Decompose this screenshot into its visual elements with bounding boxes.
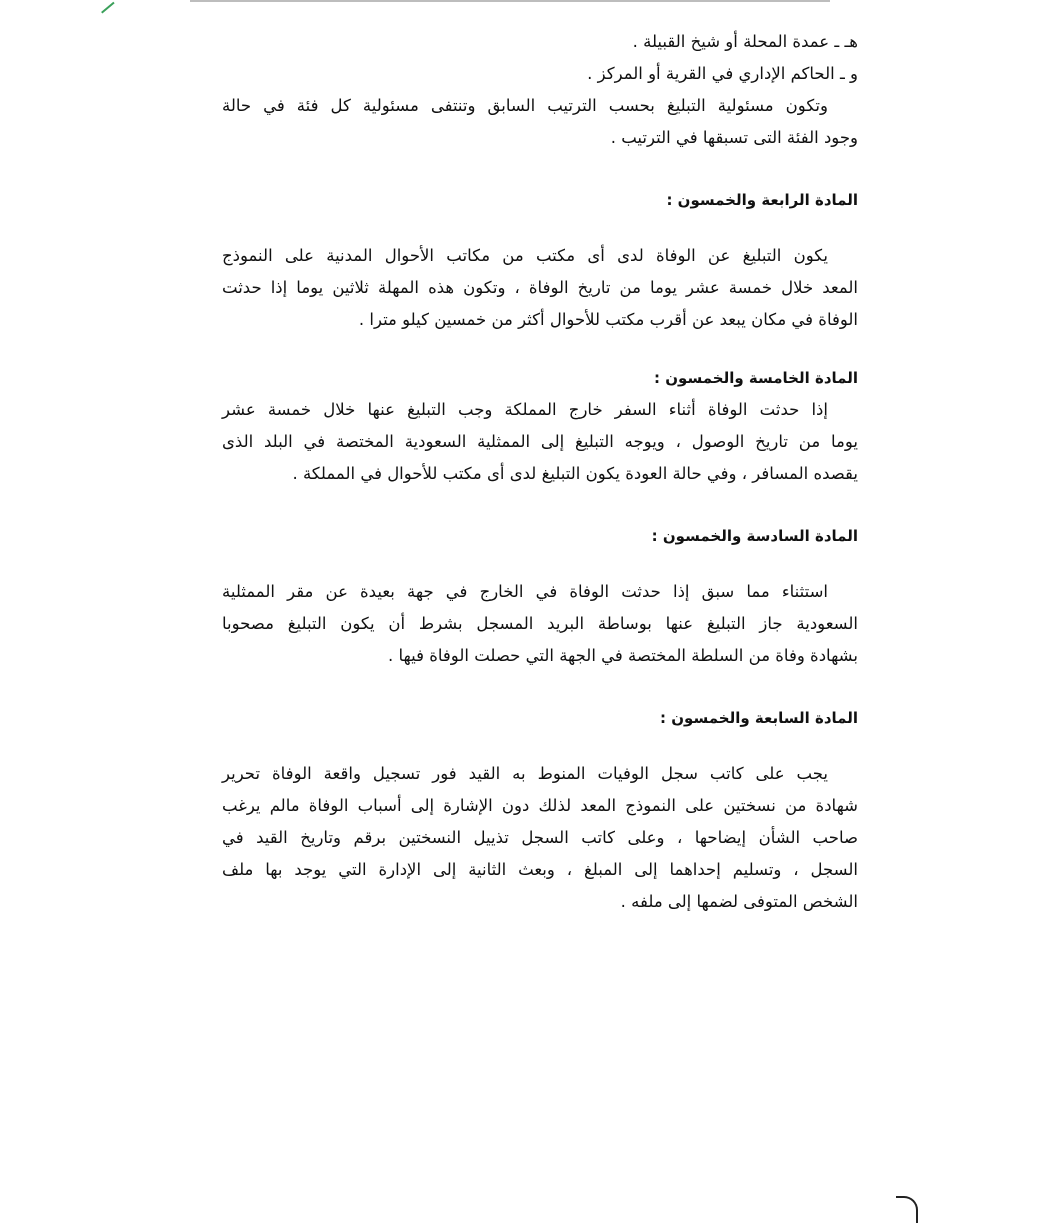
list-item-h: هـ ـ عمدة المحلة أو شيخ القبيلة .: [632, 32, 858, 51]
article-56-line: بشهادة وفاة من السلطة المختصة في الجهة التي حصلت الوفاة فيها .: [388, 646, 858, 665]
article-56-heading: المادة السادسة والخمسون :: [651, 527, 858, 545]
article-56-line: استثناء مما سبق إذا حدثت الوفاة في الخارج في جهة بعيدة عن مقر الممثلية: [222, 582, 828, 601]
article-54-line: المعد خلال خمسة عشر يوما من تاريخ الوفاة ، وتكون هذه المهلة ثلاثين يوما إذا حدثت: [222, 278, 858, 297]
article-55-line: يوما من تاريخ الوصول ، ويوجه التبليغ إلى الممثلية السعودية المختصة في البلد الذى: [222, 432, 858, 451]
article-57-line: الشخص المتوفى لضمها إلى ملفه .: [620, 892, 858, 911]
article-57-line: يجب على كاتب سجل الوفيات المنوط به القيد فور تسجيل واقعة الوفاة تحرير: [222, 764, 828, 783]
article-57-line: صاحب الشأن إيضاحها ، وعلى كاتب السجل تذييل النسختين برقم وتاريخ القيد في: [222, 828, 858, 847]
article-57-line: السجل ، وتسليم إحداهما إلى المبلغ ، وبعث الثانية إلى الإدارة التي يوجد بها ملف: [222, 860, 858, 879]
list-item-w: و ـ الحاكم الإداري في القرية أو المركز .: [587, 64, 858, 83]
intro-paragraph-line: وتكون مسئولية التبليغ بحسب الترتيب السابق وتنتفى مسئولية كل فئة في حالة: [222, 96, 828, 115]
intro-paragraph-line: وجود الفئة التى تسبقها في الترتيب .: [610, 128, 858, 147]
article-54-line: يكون التبليغ عن الوفاة لدى أى مكتب من مكاتب الأحوال المدنية على النموذج: [222, 246, 828, 265]
article-54-line: الوفاة في مكان يبعد عن أقرب مكتب للأحوال أكثر من خمسين كيلو مترا .: [358, 310, 858, 329]
page-corner-bracket: [896, 1196, 918, 1223]
article-56-line: السعودية جاز التبليغ عنها بوساطة البريد المسجل بشرط أن يكون التبليغ مصحوبا: [222, 614, 858, 633]
article-55-line: إذا حدثت الوفاة أثناء السفر خارج المملكة وجب التبليغ عنها خلال خمسة عشر: [222, 400, 828, 419]
document-body: [222, 26, 858, 918]
article-57-heading: المادة السابعة والخمسون :: [660, 709, 858, 727]
article-57-line: شهادة من نسختين على النموذج المعد لذلك دون الإشارة إلى أسباب الوفاة مالم يرغب: [222, 796, 858, 815]
scan-top-edge: [190, 0, 830, 2]
article-55-line: يقصده المسافر ، وفي حالة العودة يكون التبليغ لدى أى مكتب للأحوال في المملكة .: [292, 464, 858, 483]
scan-corner-mark: [93, 0, 114, 14]
article-55-heading: المادة الخامسة والخمسون :: [654, 369, 858, 387]
article-54-heading: المادة الرابعة والخمسون :: [666, 191, 858, 209]
